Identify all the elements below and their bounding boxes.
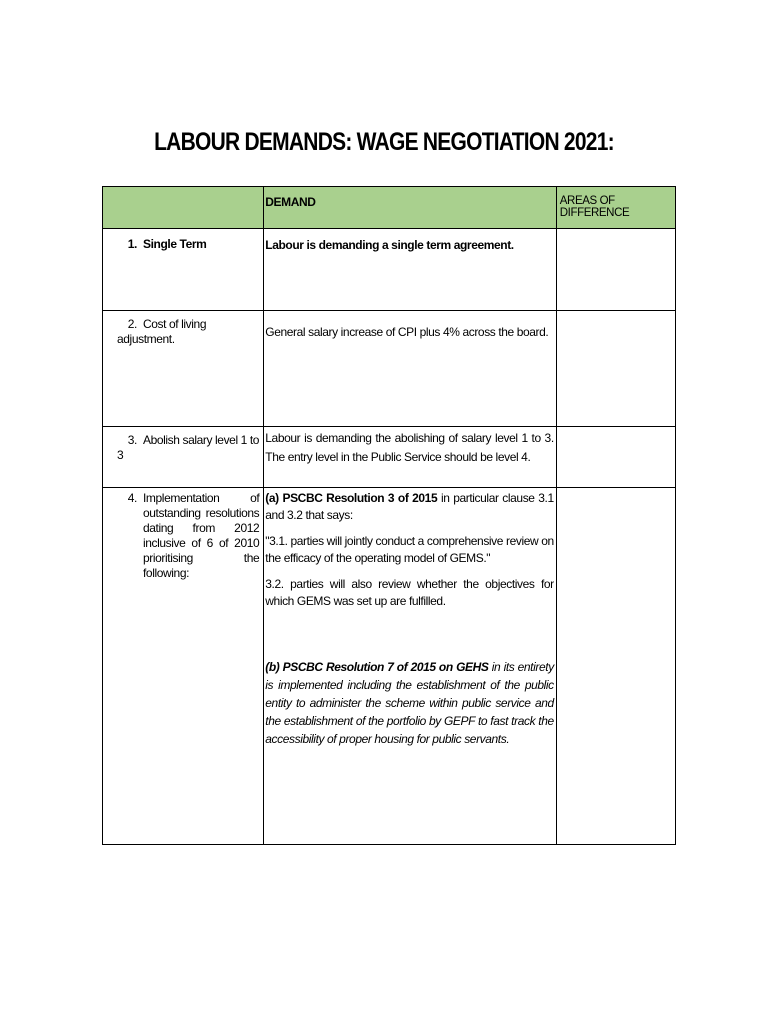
areas-cell <box>556 488 675 845</box>
item-label: Single Term <box>143 237 207 251</box>
item-label: Implementation of outstanding resolutions dating from 2012 inclusive of 6 of 2010 prioritising the following: <box>143 491 260 580</box>
row-number: 4. <box>127 491 137 505</box>
table-row <box>103 427 676 488</box>
item-label: Cost of living adjustment. <box>117 317 207 346</box>
resolution-a-text: in particular clause 3.1 and 3.2 that says: <box>265 491 554 522</box>
demand-cell <box>264 427 557 488</box>
header-item-cell <box>103 187 264 229</box>
clause-3-1-quote: "3.1. parties will jointly conduct a comprehensive review on the efficacy of the operating model of GEMS." <box>265 534 554 565</box>
table-row <box>103 311 676 427</box>
item-cell <box>103 229 264 311</box>
item-cell <box>103 488 264 845</box>
table-row <box>103 488 676 845</box>
resolution-a-paragraph <box>265 490 554 524</box>
header-demand-cell <box>264 187 557 229</box>
row-number: 3. <box>127 433 137 447</box>
clause-3-2-quote: 3.2. parties will also review whether the objectives for which GEMS was set up are fulfilled. <box>265 577 554 608</box>
header-areas-label: AREAS OF DIFFERENCE <box>559 195 630 219</box>
table-row <box>103 229 676 311</box>
item-cell <box>103 311 264 427</box>
demand-text: Labour is demanding a single term agreement. <box>265 238 514 252</box>
header-areas-cell <box>556 187 675 229</box>
areas-cell <box>556 427 675 488</box>
item-cell <box>103 427 264 488</box>
resolution-a-heading: (a) PSCBC Resolution 3 of 2015 <box>265 491 438 505</box>
resolution-b-heading: (b) PSCBC Resolution 7 of 2015 on GEHS <box>265 660 489 674</box>
row-number: 2. <box>127 317 137 331</box>
demand-cell <box>264 229 557 311</box>
resolution-b-text: in its entirety is implemented including the establishment of the public entity to administer the scheme within public service and the establishment of the portfolio by GEPF to fast track the accessibility of proper housing for public servants. <box>265 660 554 746</box>
demand-cell <box>264 488 557 845</box>
table-header-row <box>103 187 676 229</box>
row-number: 1. <box>127 237 137 251</box>
areas-cell <box>556 229 675 311</box>
resolution-b-paragraph <box>265 658 554 748</box>
demand-cell <box>264 311 557 427</box>
demand-text: Labour is demanding the abolishing of salary level 1 to 3. The entry level in the Public Service should be level 4. <box>265 431 554 464</box>
item-label: Abolish salary level 1 to 3 <box>117 433 260 462</box>
areas-cell <box>556 311 675 427</box>
demands-table <box>102 186 676 845</box>
header-demand-label: DEMAND <box>265 195 316 209</box>
document-title: LABOUR DEMANDS: WAGE NEGOTIATION 2021: <box>154 128 614 156</box>
demand-text: General salary increase of CPI plus 4% across the board. <box>265 325 549 339</box>
